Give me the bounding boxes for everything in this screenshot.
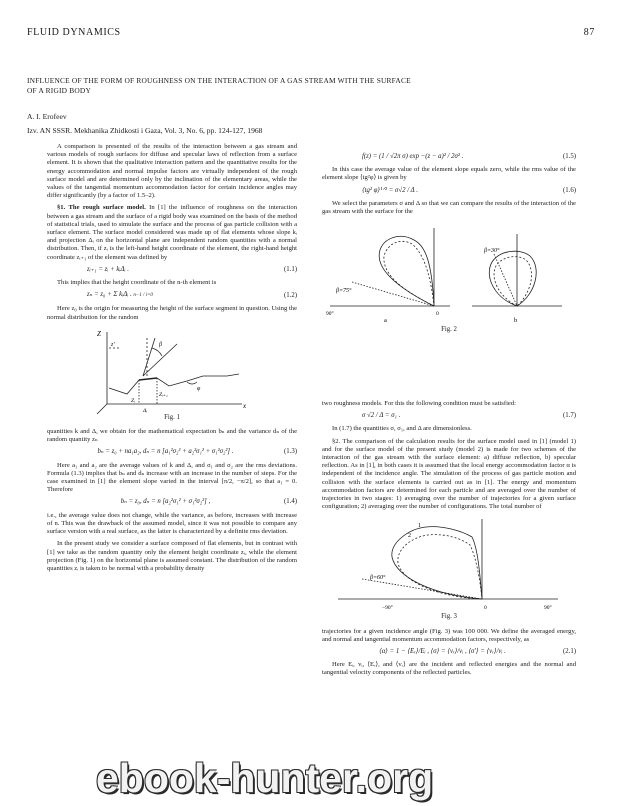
here-paragraph: Here a₁ and a₂ are the average values of k and Δ, and σ₁ and σ₂ are the rms deviations. Formula (1.3) implies that bₙ and dₙ increase with an increase in the number of steps. For the case examined in [1] the element slope varied in the interval [π/2, −π/2], so that a₁ = 0. Therefore (47, 461, 297, 494)
equation-1-2 (47, 291, 297, 300)
equation-1-4-formula: bₙ = z₀, dₙ = n [a₂²σ₁² + σ₁²σ₂²] , (120, 498, 211, 506)
equation-1-2-sum-limits: n−1 / i=0 (133, 293, 153, 299)
equation-1-5-number: (1.5) (562, 153, 576, 160)
fig3-curve-1 (392, 527, 482, 599)
equation-1-2-number: (1.2) (283, 291, 297, 299)
figure-1 (47, 326, 297, 422)
figure-1-caption: Fig. 1 (164, 413, 180, 421)
trajectories-paragraph: trajectories for a given incidence angle (Fig. 3) was 100 000. We define the averaged energy, and normal and tangential momentum accommodation factors, respectively, as (322, 627, 576, 643)
select-paragraph: We select the parameters σ and Δ so that we can compare the results of the interaction of the gas stream with the surface for the (322, 199, 576, 216)
nth-element-paragraph: This implies that the height coordinate of the n-th element is (57, 279, 217, 287)
figure-2-diagram (322, 220, 576, 324)
equation-1-6-formula: ⟨tg² φ⟩¹ᐟ² = σ√2 / Δ . (362, 186, 418, 194)
right-column-lower (322, 400, 576, 682)
fig1-label-beta: β (159, 341, 162, 348)
section-1-paragraph (47, 204, 297, 261)
article-title: INFLUENCE OF THE FORM OF ROUGHNESS ON THE INTERACTION OF A GAS STREAM WITH THE SURFACE OF A RIGID BODY (27, 76, 411, 95)
journal-header: FLUID DYNAMICS (27, 27, 121, 38)
fig3-tick-zero: 0 (484, 605, 487, 612)
two-models-paragraph: two roughness models. For this the following condition must be satisfied: (322, 400, 516, 407)
figure-2 (322, 220, 576, 324)
fig2-beta-a: β=75° (336, 288, 352, 295)
equation-1-3-formula: bₙ = z₀ + na₁a₂, dₙ = n [a₁²σ₂² + a₂²σ₁² + σ₁²σ₂²] . (97, 448, 234, 456)
equation-1-6-number: (1.6) (562, 186, 576, 194)
ie-paragraph: i.e., the average value does not change, while the variance, as before, increases with increase of n. This was the drawback of the assumed model, since it was not possible to compare any surface version with a real surface, as the latter is characterized by a definite rms deviation. (47, 511, 297, 536)
equation-1-1-formula: zᵢ₊₁ = zᵢ + kᵢΔᵢ . (87, 265, 129, 273)
last-paragraph: Here Eᵢ, vᵢ, ⟨Eᵣ⟩, and ⟨vᵣ⟩ are the incident and reflected energies and the normal and tangential velocity components of the reflected particles. (322, 661, 576, 677)
fig2a-incidence (352, 282, 434, 306)
equation-1-1-number: (1.1) (283, 265, 297, 273)
equation-1-1 (47, 266, 297, 274)
article-citation: Izv. AN SSSR. Mekhanika Zhidkosti i Gaza, Vol. 3, No. 6, pp. 124-127, 1968 (27, 126, 263, 135)
phi-arc (187, 382, 197, 384)
watermark: ebook-hunter.org (96, 755, 434, 801)
y-axis (97, 404, 107, 414)
equation-1-2-formula (47, 291, 153, 300)
figure-2-caption: Fig. 2 (441, 326, 457, 334)
article-author: A. I. Erofeev (27, 112, 67, 121)
fig2-tick-zero: 0 (436, 311, 439, 318)
fig3-curve-2 (398, 535, 482, 599)
rough-surface (109, 374, 239, 394)
surface-element (139, 378, 157, 380)
right-column (322, 149, 576, 354)
fig1-label-x: x (243, 401, 247, 410)
section-1-heading: §1. The rough surface model. (57, 204, 146, 212)
left-column (47, 143, 297, 577)
figure-1-diagram (47, 326, 297, 422)
quantities-paragraph: quantities k and Δ, we obtain for the mathematical expectation bₙ and the variance dₙ of the random quantity zₙ (47, 428, 297, 444)
fig2-tick-left: 90° (326, 311, 334, 318)
fig3-tick-right: 90° (544, 605, 552, 612)
fig1-label-zprime: z′ (111, 341, 115, 348)
equation-1-4 (47, 498, 297, 506)
figure-3-diagram (322, 515, 576, 613)
fig3-beta: β=60° (370, 575, 386, 582)
fig1-label-zi1: Zᵢ₊₁ (159, 391, 168, 398)
figure-3 (322, 515, 576, 613)
fig1-label-zi: Zᵢ (131, 397, 135, 404)
fig1-label-phi: φ (197, 385, 201, 392)
fig2-label-b: b (514, 317, 518, 325)
equation-2-1-formula: ⟨α⟩ = 1 − ⟨Eᵣ⟩/Eᵢ , ⟨σ⟩ = ⟨vᵣ⟩/vᵢ , ⟨σ′⟩ = ⟨vᵣ⟩/vᵢ . (379, 648, 506, 656)
dimensionless-paragraph: In (1.7) the quantities σ, σ₁, and Δ are dimensionless. (332, 425, 472, 433)
beta-arc (152, 348, 162, 356)
fig3-tick-left: −90° (382, 605, 393, 612)
equation-1-6 (322, 187, 576, 195)
figure-3-caption: Fig. 3 (441, 613, 457, 621)
fig2a-curve-dashed (384, 242, 434, 307)
equation-1-7-formula: σ √2 / Δ = σ₁ . (362, 412, 401, 420)
equation-1-4-number: (1.4) (283, 498, 297, 506)
equation-1-2-body: zₙ = z₀ + Σ kᵢΔᵢ . (87, 291, 132, 299)
page-number: 87 (583, 27, 595, 38)
fig2b-curve-solid (489, 251, 536, 306)
equation-1-5 (322, 153, 576, 161)
fig3-label-2: 2 (408, 533, 411, 540)
origin-paragraph: Here z₀ is the origin for measuring the height of the surface segment in question. Using the normal distribution for the random (47, 305, 297, 321)
equation-1-3-number: (1.3) (283, 448, 297, 456)
equation-2-1-number: (2.1) (562, 648, 576, 656)
fig1-label-delta: Δᵢ (143, 407, 148, 414)
fig3-incidence (362, 579, 482, 599)
equation-1-5-formula: f(z) = (1 / √2π σ) exp −(z − a)² / 2σ² . (362, 153, 464, 160)
section-2-paragraph: §2. The comparison of the calculation results for the surface model used in [1] (model 1) and for the surface model of the present study (model 2) is made for two schemes of the interaction of the gas stream with the surface element: a) diffuse reflection, b) specular reflection. As in [1], in both cases it is assumed that the local energy accommodation factor α is independent of the incidence angle. The simulation of the process of gas particle motion and collision with the surface elements is carried out as in [1]. The energy and momentum accommodation factors are determined for each particle and are averaged over the number of trajectories in two stages: 1) averaging over the number of trajectories for a given surface configuration; 2) averaging over the number of configurations. The total number of (322, 437, 576, 511)
fig1-label-z: Z (97, 329, 101, 338)
equation-1-7-number: (1.7) (562, 412, 576, 420)
section-1-text: In [1] the influence of roughness on the interaction between a gas stream and the surface of a rigid body was examined on the basis of the method of statistical trials, used to simulate the surface and the process of gas particle collision with a surface element. The surface model considered was made up of flat elements whose slope kᵢ and projection Δᵢ on the horizontal plane are independent random quantities with a normal distribution. Then, if zᵢ is the left-hand height coordinate of the element, the right-hand height coordinate zᵢ₊₁ of the element was defined by (47, 204, 297, 261)
fig2a-curve-solid (379, 237, 434, 307)
fig3-label-1: 1 (418, 523, 421, 530)
equation-1-3 (47, 448, 297, 456)
equation-2-1 (322, 648, 576, 656)
case-paragraph: In this case the average value of the element slope equals zero, while the rms value of the element slope ⟨tg²φ⟩ is given by (322, 166, 576, 182)
fig2-label-a: a (384, 317, 387, 325)
equation-1-7 (322, 412, 576, 420)
fig2-beta-b: β=30° (484, 248, 500, 255)
present-study-paragraph: In the present study we consider a surface composed of flat elements, but in contrast with [1] we take as the random quantity only the element height coordinate zᵢ, while the element projection (Fig. 1) on the horizontal plane is assumed constant. The distribution of the random quantities zᵢ is taken to be normal with a probability density (47, 540, 297, 572)
abstract: A comparison is presented of the results of the interaction between a gas stream and various models of rough surfaces for diffuse and specular laws of reflection from a surface element. It is shown that the qualitative interaction pattern and the quantitative results for the energy accommodation and normal impulse factors are virtually independent of the rough surface model and are determined only by the inclination of the elementary areas, while the values of the tangential momentum accommodation factor for certain incidence angles may differ significantly (by a factor of 1.5–2). (47, 143, 297, 200)
